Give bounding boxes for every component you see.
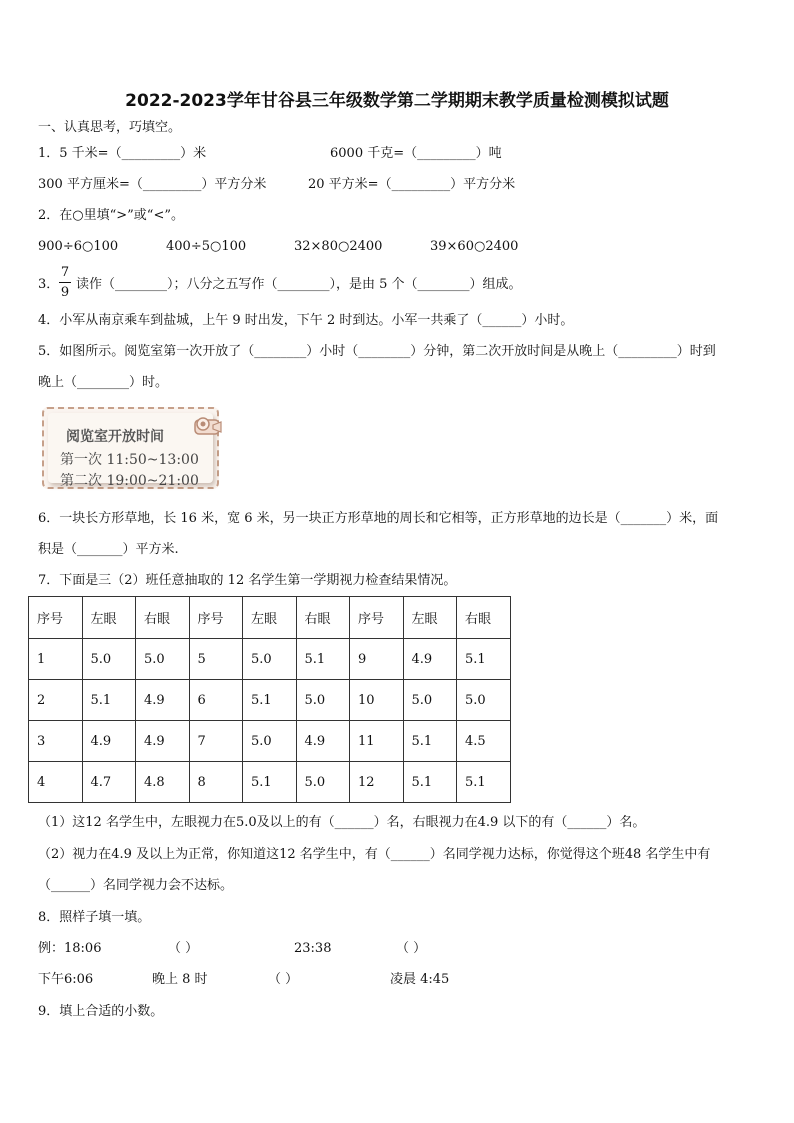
q2-item: 900÷6○100 [38,239,119,254]
table-cell: 5.1 [403,762,457,803]
q8-item: 23:38 [294,941,332,956]
q8-blank: （ ） [168,941,199,956]
table-cell: 10 [350,680,404,721]
q8-stem: 8．照样子填一填。 [38,910,151,925]
table-cell: 4.9 [136,721,190,762]
table-cell: 5.1 [457,639,511,680]
table-header-cell: 右眼 [457,597,511,639]
table-cell: 5.0 [403,680,457,721]
q1-part-a: 1．5 千米=（_________）米 [38,146,207,161]
table-cell: 8 [189,762,243,803]
q8-example-answer: 下午6:06 [38,972,94,987]
table-header-cell: 左眼 [243,597,297,639]
table-header-row [29,597,511,639]
table-cell: 5.1 [243,680,297,721]
q7-sub2-line1: （2）视力在4.9 及以上为正常，你知道这12 名学生中，有（______）名同学视力达标，你觉得这个班48 名学生中有 [38,847,711,862]
table-header-cell: 序号 [29,597,83,639]
table-cell: 9 [350,639,404,680]
table-cell: 5.0 [296,762,350,803]
q3-number: 3． [38,277,60,292]
table-row [29,762,511,803]
q7-stem: 7．下面是三（2）班任意抽取的 12 名学生第一学期视力检查结果情况。 [38,573,457,588]
table-cell: 4.8 [136,762,190,803]
table-cell: 7 [189,721,243,762]
q7-sub1: （1）这12 名学生中，左眼视力在5.0及以上的有（______）名，右眼视力在4.9 以下的有（______）名。 [38,815,646,830]
table-cell: 5.1 [403,721,457,762]
table-header-cell: 右眼 [136,597,190,639]
table-header-cell: 序号 [189,597,243,639]
q4-text: 4．小军从南京乘车到盐城，上午 9 时出发，下午 2 时到达。小军一共乘了（______）小时。 [38,313,574,328]
fraction-numerator: 7 [60,265,70,280]
table-cell: 5.0 [243,639,297,680]
table-header-cell: 序号 [350,597,404,639]
q5-line1: 5．如图所示。阅览室第一次开放了（________）小时（________）分钟，第二次开放时间是从晚上（_________）时到 [38,344,716,359]
table-cell: 3 [29,721,83,762]
q6-line2: 积是（_______）平方米. [38,542,179,557]
table-cell: 5.1 [82,680,136,721]
table-row [29,639,511,680]
table-cell: 5.0 [82,639,136,680]
table-cell: 5 [189,639,243,680]
q7-sub2-line2: （______）名同学视力会不达标。 [38,878,234,893]
q6-line1: 6．一块长方形草地，长 16 米，宽 6 米，另一块正方形草地的周长和它相等，正方形草地的边长是（_______）米，面 [38,511,719,526]
table-cell: 4.5 [457,721,511,762]
q5-line2: 晚上（________）时。 [38,375,169,390]
q2-item: 39×60○2400 [430,239,519,254]
table-cell: 4.7 [82,762,136,803]
table-cell: 4.9 [136,680,190,721]
q9-text: 9．填上合适的小数。 [38,1004,164,1019]
table-row [29,680,511,721]
q3-text: 读作（________）；八分之五写作（________），是由 5 个（________）组成。 [76,277,522,292]
reading-room-notice [42,407,219,489]
table-header-cell: 左眼 [82,597,136,639]
table-cell: 11 [350,721,404,762]
table-cell: 5.1 [457,762,511,803]
page-title: 2022-2023学年甘谷县三年级数学第二学期期末教学质量检测模拟试题 [125,91,669,111]
q1-part-d: 20 平方米=（_________）平方分米 [308,177,516,192]
table-cell: 5.0 [243,721,297,762]
q1-part-c: 300 平方厘米=（_________）平方分米 [38,177,267,192]
q8-blank: （ ） [268,972,299,987]
notice-row-first: 第一次 11:50~13:00 [60,452,199,468]
q1-part-b: 6000 千克=（_________）吨 [330,146,502,161]
table-header-cell: 左眼 [403,597,457,639]
table-cell: 5.0 [296,680,350,721]
table-cell: 2 [29,680,83,721]
table-cell: 5.0 [136,639,190,680]
table-cell: 5.1 [243,762,297,803]
fraction-denominator: 9 [60,285,70,300]
table-cell: 4.9 [403,639,457,680]
table-cell: 6 [189,680,243,721]
q2-stem: 2．在○里填“>”或“<”。 [38,208,184,223]
table-row [29,721,511,762]
table-cell: 5.0 [457,680,511,721]
notice-title: 阅览室开放时间 [66,429,164,445]
q2-item: 400÷5○100 [166,239,247,254]
table-cell: 1 [29,639,83,680]
q8-example: 例：18:06 [38,941,102,956]
q8-item: 晚上 8 时 [152,972,208,987]
section-heading: 一、认真思考，巧填空。 [38,120,182,135]
table-cell: 4.9 [296,721,350,762]
q8-blank: （ ） [396,941,427,956]
table-cell: 5.1 [296,639,350,680]
q8-item: 凌晨 4:45 [390,972,450,987]
table-cell: 12 [350,762,404,803]
projector-icon [192,413,224,439]
table-header-cell: 右眼 [296,597,350,639]
notice-row-second: 第二次 19:00~21:00 [60,473,199,489]
q2-item: 32×80○2400 [294,239,383,254]
table-cell: 4.9 [82,721,136,762]
fraction-bar [59,282,71,283]
vision-table [28,596,511,803]
table-cell: 4 [29,762,83,803]
